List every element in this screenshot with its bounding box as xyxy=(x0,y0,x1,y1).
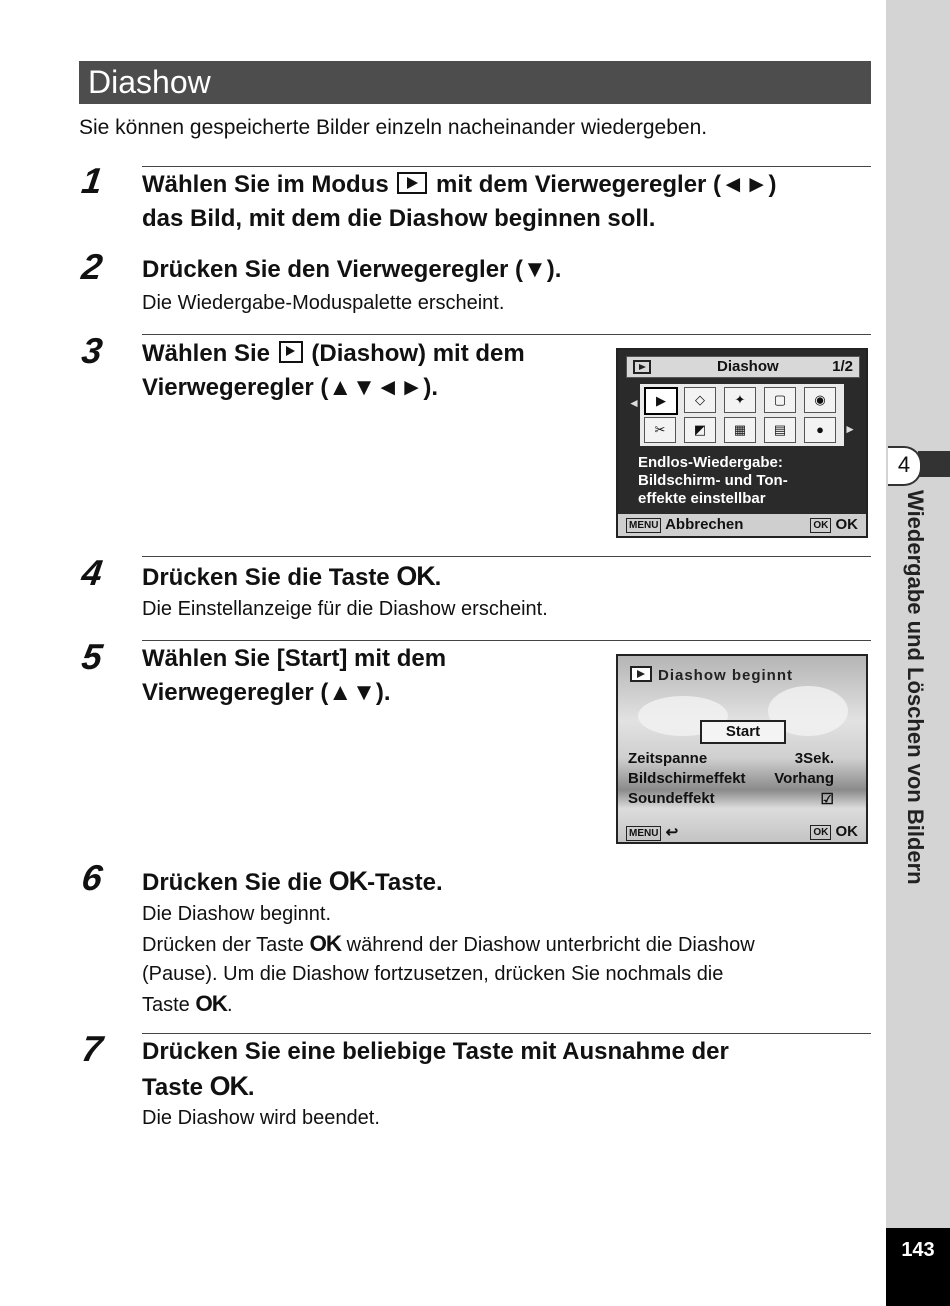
setting-row[interactable] xyxy=(628,750,854,767)
step-body: Die Einstellanzeige für die Diashow erscheint. xyxy=(142,598,548,620)
step-number: 5 xyxy=(79,636,105,677)
menu-badge: MENU xyxy=(626,826,661,841)
step-heading xyxy=(142,1035,729,1105)
palette-title: Diashow xyxy=(717,358,779,375)
step-number: 1 xyxy=(79,160,105,201)
settings-footer xyxy=(618,820,866,842)
settings-header xyxy=(630,666,793,684)
chapter-tab xyxy=(918,451,950,477)
ok-label: OK xyxy=(835,823,858,840)
ok-button-glyph: OK xyxy=(195,991,227,1016)
step-heading-part: Vierwegeregler (▲▼◄►). xyxy=(142,374,438,401)
step-number: 3 xyxy=(79,330,105,371)
step-divider xyxy=(142,166,871,167)
palette-page: 1/2 xyxy=(832,358,853,375)
left-arrow-icon: ◄ xyxy=(628,396,640,410)
setting-row[interactable] xyxy=(628,770,854,787)
step-heading-part: mit dem Vierwegeregler (◄►) xyxy=(436,171,777,198)
step-heading-part: Drücken Sie die xyxy=(142,869,323,896)
body-line xyxy=(142,929,755,960)
step-number: 4 xyxy=(79,552,105,593)
step-heading: Drücken Sie den Vierwegeregler (▼). xyxy=(142,256,562,283)
palette-grid xyxy=(640,384,844,446)
description-line: Endlos-Wiedergabe: xyxy=(638,454,783,471)
setting-row[interactable] xyxy=(628,790,854,807)
body-text: Taste xyxy=(142,994,190,1016)
body-line: Die Diashow beginnt. xyxy=(142,903,331,925)
ok-badge: OK xyxy=(810,825,831,840)
step-number: 7 xyxy=(79,1028,105,1069)
step-heading-part: (Diashow) mit dem xyxy=(311,340,525,367)
slideshow-icon xyxy=(279,341,303,363)
step-body xyxy=(142,900,755,1020)
body-text: während der Diashow unterbricht die Diashow xyxy=(346,934,755,956)
index-icon[interactable]: ▦ xyxy=(724,417,756,443)
frame-icon[interactable]: ▢ xyxy=(764,387,796,413)
chapter-label: Wiedergabe und Löschen von Bildern xyxy=(903,490,928,885)
step-body: Die Wiedergabe-Moduspalette erscheint. xyxy=(142,292,505,314)
step-heading xyxy=(142,559,441,595)
step-heading-part: Drücken Sie die Taste xyxy=(142,564,390,591)
step-body: Die Diashow wird beendet. xyxy=(142,1107,380,1129)
step-heading-part: das Bild, mit dem die Diashow beginnen soll. xyxy=(142,205,656,232)
section-title-bar xyxy=(79,61,871,104)
step-heading-part: Taste xyxy=(142,1074,203,1101)
ok-button-glyph: OK xyxy=(209,1071,248,1101)
section-title: Diashow xyxy=(88,64,211,100)
step-heading xyxy=(142,168,777,236)
body-line: (Pause). Um die Diashow fortzusetzen, drücken Sie nochmals die xyxy=(142,963,724,985)
playback-mode-palette-screen xyxy=(616,348,868,538)
step-heading-part: Drücken Sie eine beliebige Taste mit Ausnahme der xyxy=(142,1038,729,1065)
chapter-number: 4 xyxy=(888,446,922,486)
slideshow-icon[interactable]: ▶ xyxy=(644,387,678,415)
voice-memo-icon[interactable]: ● xyxy=(804,417,836,443)
step-heading-part: -Taste. xyxy=(367,869,443,896)
step-heading-part: Wählen Sie [Start] mit dem xyxy=(142,645,447,672)
settings-header-text: Diashow beginnt xyxy=(658,667,793,684)
body-line xyxy=(142,989,755,1020)
step-heading-part: Wählen Sie xyxy=(142,340,271,367)
step-divider xyxy=(142,334,871,335)
setting-value: 3Sek. xyxy=(794,750,834,767)
step-heading-part: . xyxy=(434,564,442,591)
crop-icon[interactable]: ✂ xyxy=(644,417,676,443)
step-divider xyxy=(142,1033,871,1034)
step-number: 6 xyxy=(79,857,105,898)
step-heading-part: Wählen Sie im Modus xyxy=(142,171,389,198)
setting-value: Vorhang xyxy=(774,770,834,787)
red-eye-icon[interactable]: ◉ xyxy=(804,387,836,413)
setting-label: Soundeffekt xyxy=(628,790,715,807)
ok-badge: OK xyxy=(810,518,831,533)
step-heading-part: Vierwegeregler (▲▼). xyxy=(142,679,391,706)
ok-button-glyph: OK xyxy=(309,931,342,956)
digital-filter-icon[interactable]: ✦ xyxy=(724,387,756,413)
body-text: . xyxy=(226,994,233,1016)
step-divider xyxy=(142,556,871,557)
body-text: Drücken der Taste xyxy=(142,934,304,956)
copy-icon[interactable]: ▤ xyxy=(764,417,796,443)
playback-icon xyxy=(630,666,652,682)
step-heading xyxy=(142,337,525,405)
description-line: Bildschirm- und Ton- xyxy=(638,472,788,489)
step-heading-part: . xyxy=(247,1074,255,1101)
ok-label: OK xyxy=(835,516,858,533)
step-heading xyxy=(142,864,443,900)
palette-header xyxy=(626,356,860,378)
menu-badge: MENU xyxy=(626,518,661,533)
slideshow-settings-screen xyxy=(616,654,868,844)
right-arrow-icon: ► xyxy=(844,422,856,436)
ok-button-glyph: OK xyxy=(396,561,435,591)
cancel-hint xyxy=(626,516,743,533)
step-divider xyxy=(142,640,871,641)
setting-label: Zeitspanne xyxy=(628,750,708,767)
palette-description xyxy=(638,454,858,508)
ok-hint xyxy=(810,823,858,840)
back-arrow-icon: ↩ xyxy=(665,824,679,841)
ok-hint xyxy=(810,516,858,533)
setting-value: ☑ xyxy=(820,791,834,808)
step-number: 2 xyxy=(79,246,105,287)
start-button[interactable]: Start xyxy=(700,720,786,744)
description-line: effekte einstellbar xyxy=(638,490,766,507)
playback-icon xyxy=(633,360,651,374)
step-heading xyxy=(142,642,446,710)
ok-button-glyph: OK xyxy=(328,866,368,896)
back-hint xyxy=(626,823,678,841)
setting-label: Bildschirmeffekt xyxy=(628,770,746,787)
rotate-icon[interactable]: ◇ xyxy=(684,387,716,413)
palette-footer xyxy=(618,514,866,536)
playback-mode-icon xyxy=(397,172,427,194)
resize-icon[interactable]: ◩ xyxy=(684,417,716,443)
intro-text: Sie können gespeicherte Bilder einzeln nacheinander wiedergeben. xyxy=(79,116,708,139)
page-number: 143 xyxy=(886,1228,950,1306)
cancel-label: Abbrechen xyxy=(665,516,744,533)
